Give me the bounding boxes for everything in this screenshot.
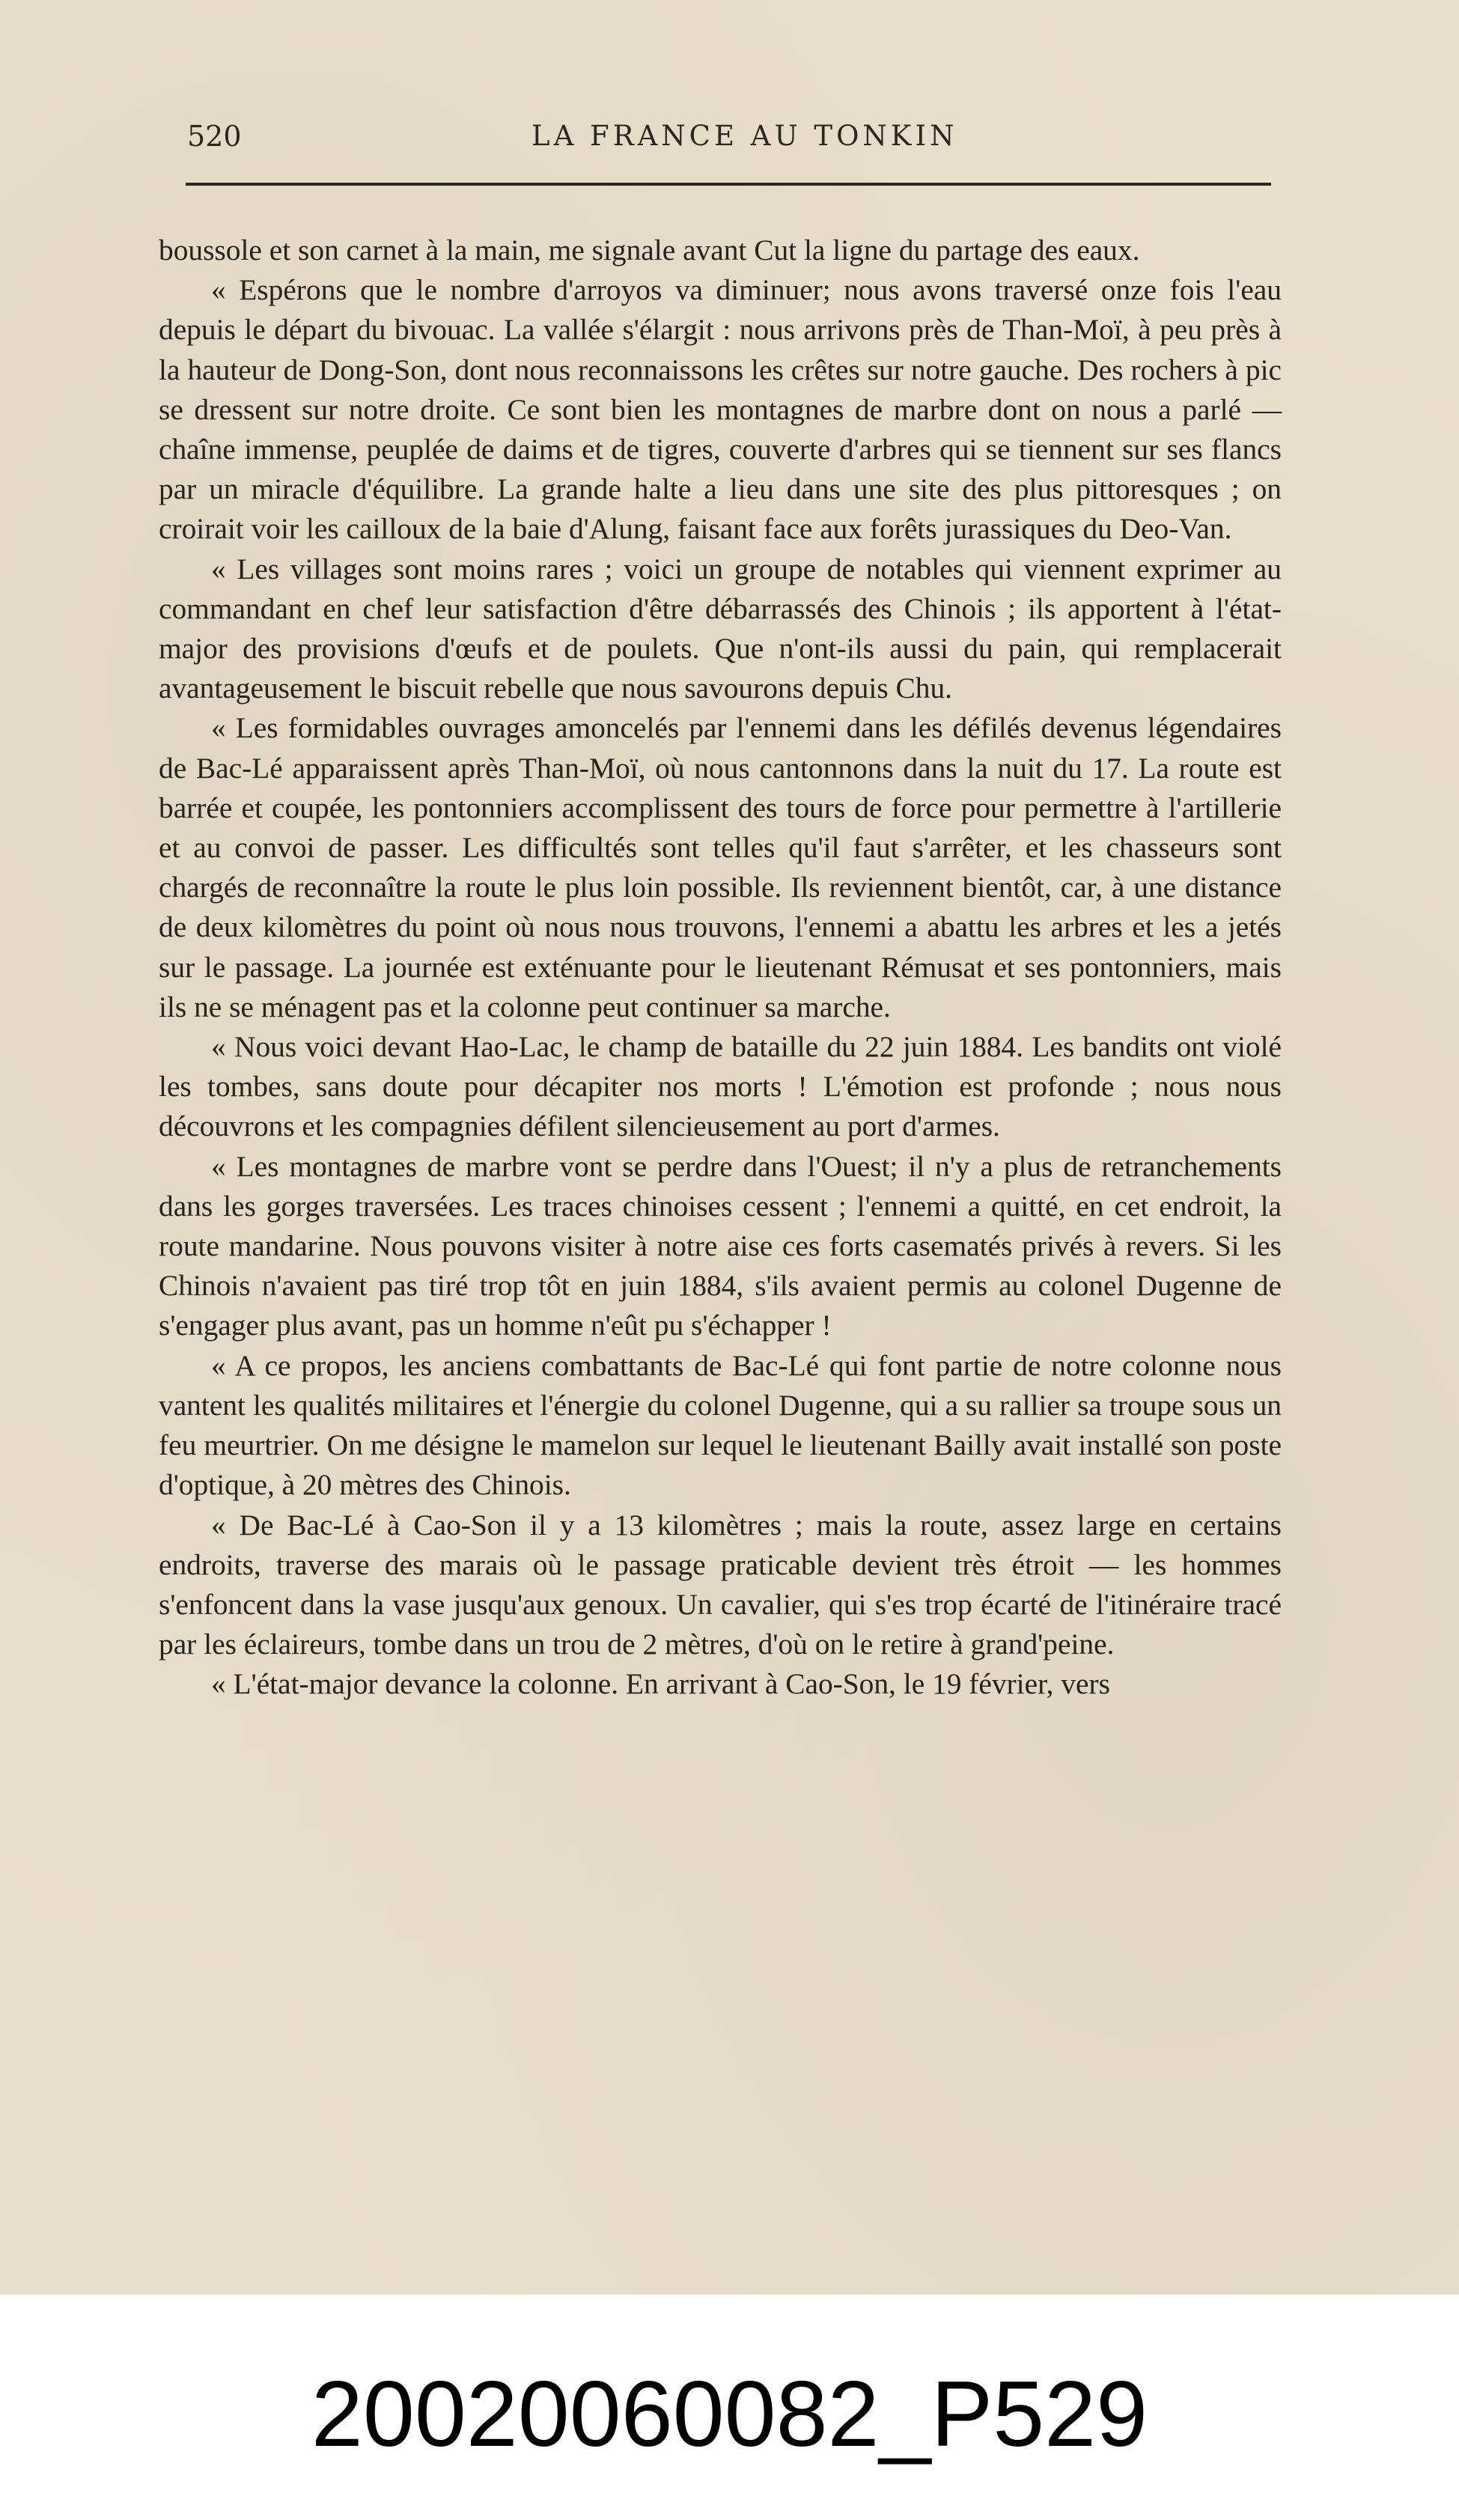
page-number: 520 [187, 120, 242, 153]
paragraph: « A ce propos, les anciens combattants de Bac-Lé qui font partie de notre colonne nous vantent les qualités militaires et l'énergie du colonel Dugenne, qui a su rallier sa troupe sous un feu meurtrier. On me désigne le mamelon sur lequel le lieutenant Bailly avait installé son poste d'optique, à 20 mètres des Chinois. [159, 1348, 1282, 1502]
paragraph: « Les montagnes de marbre vont se perdre dans l'Ouest; il n'y a plus de retranchements dans les gorges traversées. Les traces chinoises cessent ; l'ennemi a quitté, en cet endroit, la route mandarine. Nous pouvons visiter à notre aise ces forts casematés privés à revers. Si les Chinois n'avaient pas tiré trop tôt en juin 1884, s'ils avaient permis au colonel Dugenne de s'engager plus avant, pas un homme n'eût pu s'échapper ! [159, 1149, 1282, 1342]
paragraph: « L'état-major devance la colonne. En arrivant à Cao-Son, le 19 février, vers [211, 1667, 1110, 1701]
book-title: LA FRANCE AU TONKIN [531, 120, 958, 152]
image-id-caption: 20020060082_P529 [311, 2363, 1148, 2466]
header-rule [186, 183, 1271, 186]
paragraph: « Nous voici devant Hao-Lac, le champ de bataille du 22 juin 1884. Les bandits ont violé les tombes, sans doute pour décapiter nos morts ! L'émotion est profonde ; nous nous découvrons et les compagnies défilent silencieusement au port d'armes. [159, 1030, 1282, 1143]
body-text [159, 231, 1282, 1705]
paragraph: boussole et son carnet à la main, me signale avant Cut la ligne du partage des eaux. [159, 234, 1140, 267]
paragraph: « Les formidables ouvrages amoncelés par l'ennemi dans les défilés devenus légendaires de Bac-Lé apparaissent après Than-Moï, où nous cantonnons dans la nuit du 17. La route est barrée et coupée, les pontonniers accomplissent des tours de force pour permettre à l'artillerie et au convoi de passer. Les difficultés sont telles qu'il faut s'arrêter, et les chasseurs sont chargés de reconnaître la route le plus loin possible. Ils reviennent bientôt, car, à une distance de deux kilomètres du point où nous nous trouvons, l'ennemi a abattu les arbres et les a jetés sur le passage. La journée est exténuante pour le lieutenant Rémusat et ses pontonniers, mais ils ne se ménagent pas et la colonne peut continuer sa marche. [159, 711, 1282, 1023]
running-head [187, 120, 1280, 165]
paragraph: « Les villages sont moins rares ; voici un groupe de notables qui viennent exprimer au commandant en chef leur satisfaction d'être débarrassés des Chinois ; ils apportent à l'état-major des provisions d'œufs et de poulets. Que n'ont-ils aussi du pain, qui remplacerait avantageusement le biscuit rebelle que nous savourons depuis Chu. [159, 552, 1282, 705]
paragraph: « Espérons que le nombre d'arroyos va diminuer; nous avons traversé onze fois l'eau depuis le départ du bivouac. La vallée s'élargit : nous arrivons près de Than-Moï, à peu près à la hauteur de Dong-Son, dont nous reconnaissons les crêtes sur notre gauche. Des rochers à pic se dressent sur notre droite. Ce sont bien les montagnes de marbre dont on nous a parlé — chaîne immense, peuplée de daims et de tigres, couverte d'arbres qui se tiennent sur ses flancs par un miracle d'équilibre. La grande halte a lieu dans une site des plus pittoresques ; on croirait voir les cailloux de la baie d'Alung, faisant face aux forêts jurassiques du Deo-Van. [159, 273, 1282, 546]
paragraph: « De Bac-Lé à Cao-Son il y a 13 kilomètres ; mais la route, assez large en certains endroits, traverse des marais où le passage praticable devient très étroit — les hommes s'enfoncent dans la vase jusqu'aux genoux. Un cavalier, qui s'es trop écarté de l'itinéraire tracé par les éclaireurs, tombe dans un trou de 2 mètres, d'où on le retire à grand'peine. [159, 1508, 1282, 1661]
